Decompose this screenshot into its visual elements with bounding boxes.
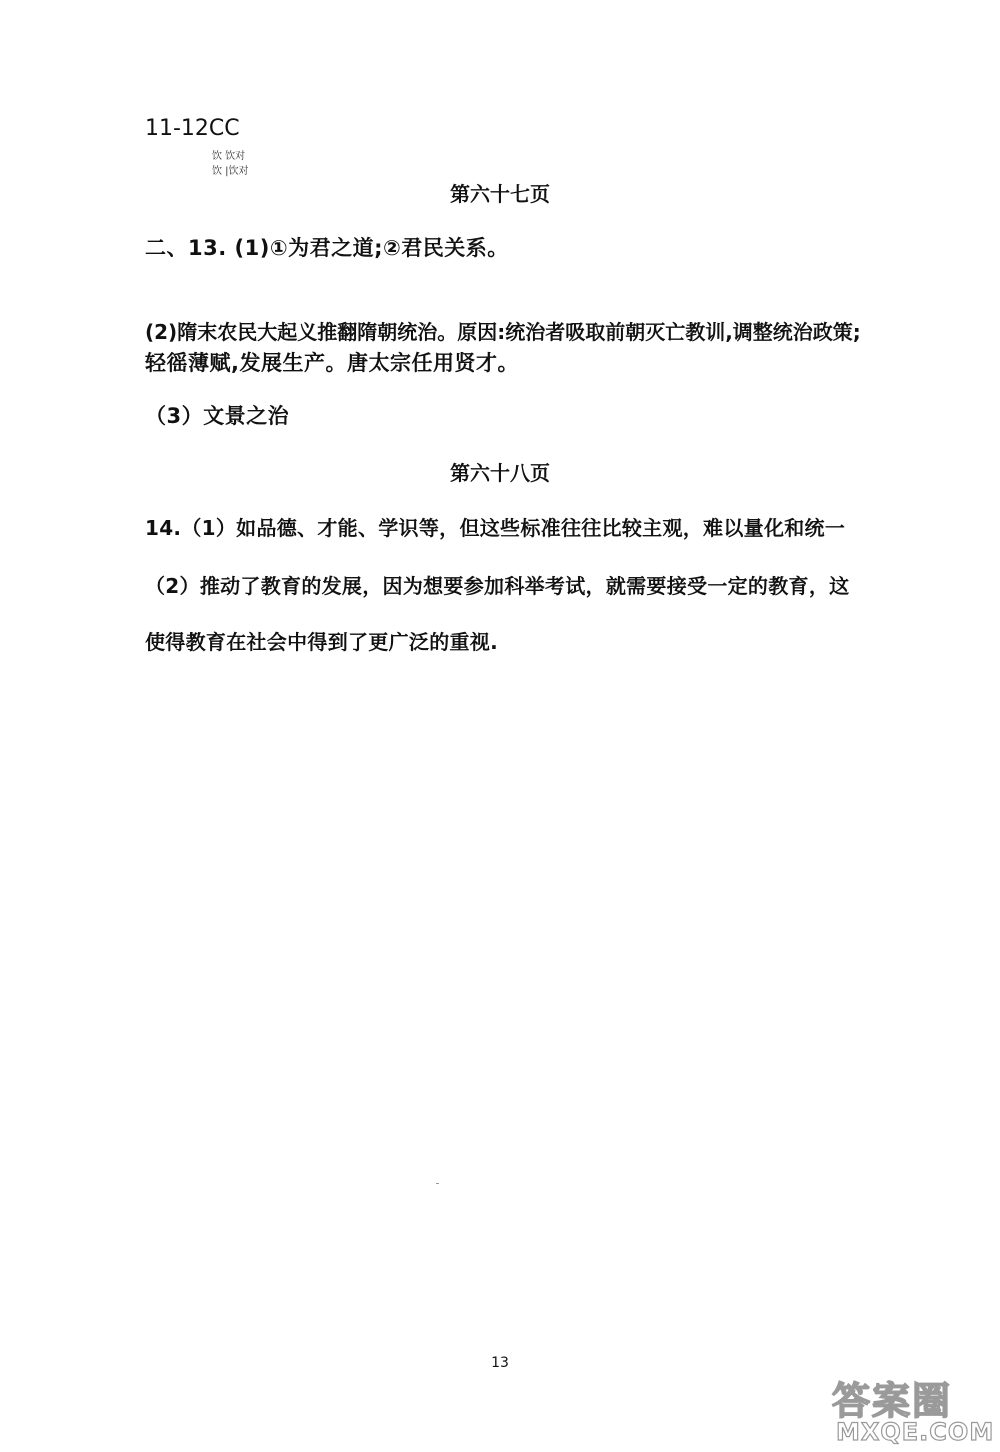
section-heading: 第六十七页 [450,182,550,206]
answer-line: 11-12CC [145,116,240,141]
handwritten-note: 饮 |饮对 [212,166,249,177]
answer-text-line: （3）文景之治 [145,404,290,428]
answer-text-line: 二、13. (1)①为君之道;②君民关系。 [145,236,509,260]
page-number: 13 [491,1355,509,1371]
answer-text-line: (2)隋末农民大起义推翻隋朝统治。原因:统治者吸取前朝灭亡教训,调整统治政策; [145,320,861,344]
answer-text-line: （2）推动了教育的发展，因为想要参加科举考试，就需要接受一定的教育，这 [145,574,850,598]
watermark-top-text: 答案圈 [832,1379,953,1423]
watermark-bottom-text: MXQE.COM [836,1418,995,1446]
answer-text-line: 轻徭薄赋,发展生产。唐太宗任用贤才。 [145,351,519,375]
stray-dot [436,1183,439,1184]
answer-text-line: 14.（1）如品德、才能、学识等，但这些标准往往比较主观，难以量化和统一 [145,516,846,540]
watermark-logo [832,1370,995,1448]
answer-text-line: 使得教育在社会中得到了更广泛的重视. [145,630,498,654]
handwritten-note: 饮 饮对 [212,151,246,162]
section-heading: 第六十八页 [450,461,550,485]
